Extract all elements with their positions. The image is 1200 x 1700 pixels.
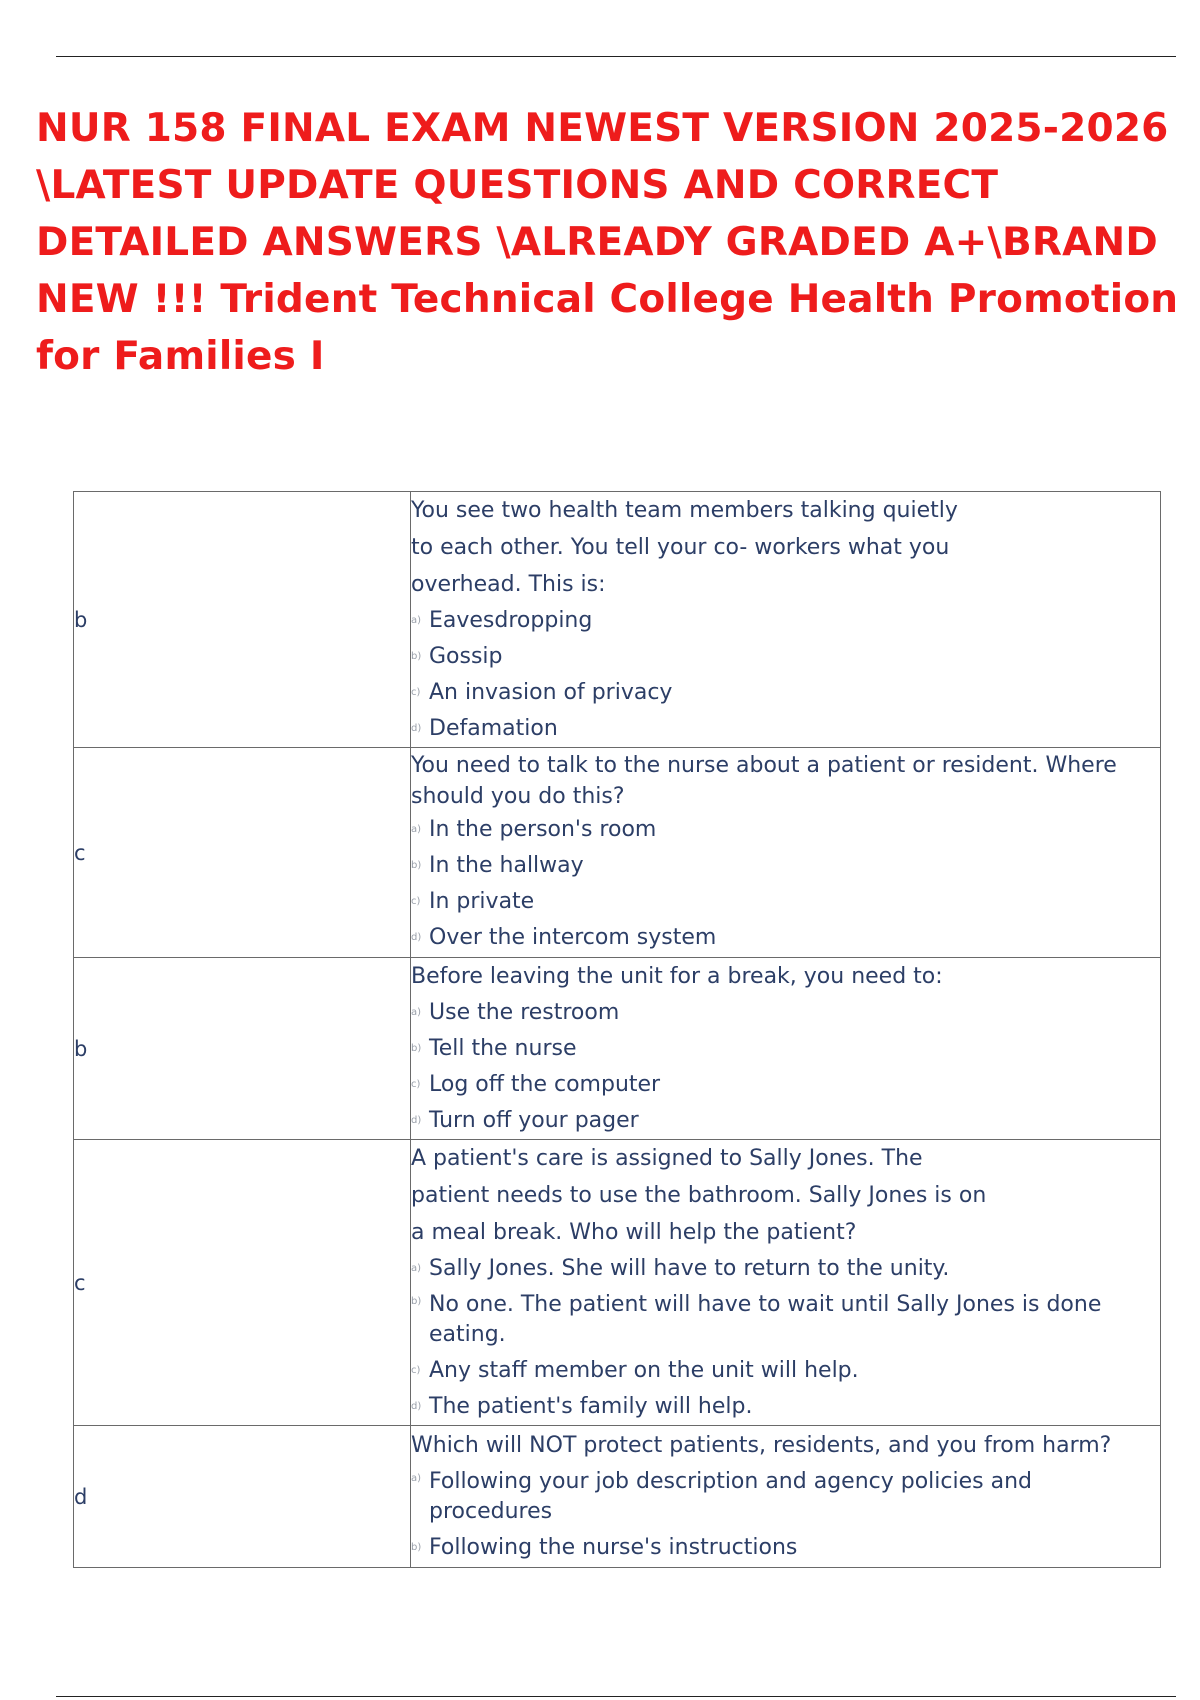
option-marker: c) [411, 687, 421, 698]
question-text: You need to talk to the nurse about a patient or resident. Where should you do this? [411, 752, 1117, 809]
question-cell [411, 1426, 1161, 1568]
option-marker: a) [411, 1263, 422, 1274]
option-text: Sally Jones. She will have to return to the unity. [429, 1256, 950, 1281]
option-text: Log off the computer [429, 1072, 661, 1097]
table-row [74, 1426, 1161, 1568]
option-item [411, 848, 1160, 884]
option-marker: c) [411, 895, 421, 907]
option-list [411, 1464, 1160, 1566]
option-text: Over the intercom system [429, 924, 717, 950]
option-item [411, 1103, 1160, 1139]
option-item [411, 675, 1160, 711]
option-text: Following your job description and agency policies and procedures [429, 1469, 1032, 1524]
option-text: Following the nurse's instructions [429, 1535, 798, 1560]
option-marker: d) [411, 1401, 422, 1412]
question-text: Before leaving the unit for a break, you need to: [411, 964, 943, 989]
option-text: Defamation [429, 716, 558, 741]
option-list [411, 1251, 1160, 1425]
option-marker: d) [411, 931, 422, 943]
option-item [411, 639, 1160, 675]
option-item [411, 1353, 1160, 1389]
option-text: Eavesdropping [429, 608, 593, 633]
option-item [411, 884, 1160, 920]
table-row [74, 958, 1161, 1140]
option-marker: b) [411, 1542, 422, 1553]
option-item [411, 1464, 1160, 1530]
option-marker: a) [411, 615, 422, 626]
option-marker: a) [411, 823, 422, 835]
option-marker: a) [411, 1007, 422, 1018]
option-marker: b) [411, 1296, 422, 1307]
option-item [411, 1389, 1160, 1425]
option-text: Use the restroom [429, 1000, 620, 1025]
qa-table [73, 491, 1161, 1568]
option-marker: b) [411, 1043, 422, 1054]
answer-cell: c [74, 1140, 411, 1426]
answer-cell: b [74, 492, 411, 748]
document-title: NUR 158 FINAL EXAM NEWEST VERSION 2025-2026 \LATEST UPDATE QUESTIONS AND CORRECT DETAILED ANSWERS \ALREADY GRADED A+\BRAND NEW !!! Trident Technical College Health Promotion for Families I [36, 106, 1179, 379]
option-item [411, 995, 1160, 1031]
option-item [411, 1530, 1160, 1566]
answer-cell: d [74, 1426, 411, 1568]
option-item [411, 1251, 1160, 1287]
option-marker: c) [411, 1365, 421, 1376]
option-marker: d) [411, 723, 422, 734]
footer-rule [56, 1696, 1176, 1697]
option-text: Gossip [429, 644, 503, 669]
option-item [411, 1287, 1160, 1353]
option-list [411, 995, 1160, 1139]
option-text: In the person's room [429, 816, 657, 842]
option-text: Turn off your pager [429, 1108, 639, 1133]
option-marker: d) [411, 1115, 422, 1126]
question-cell [411, 958, 1161, 1140]
question-cell [411, 1140, 1161, 1426]
question-text: A patient's care is assigned to Sally Jones. The patient needs to use the bathroom. Sally Jones is on a meal break. Who will help the patient? [411, 1146, 987, 1245]
question-cell [411, 748, 1161, 958]
option-text: In private [429, 888, 535, 914]
option-marker: c) [411, 1079, 421, 1090]
answer-cell: b [74, 958, 411, 1140]
answer-cell: c [74, 748, 411, 958]
header-rule [56, 56, 1176, 57]
option-text: In the hallway [429, 852, 584, 878]
option-item [411, 603, 1160, 639]
option-text: Tell the nurse [429, 1036, 577, 1061]
question-cell [411, 492, 1161, 748]
question-text: You see two health team members talking quietly to each other. You tell your co- workers what you overhead. This is: [411, 498, 958, 597]
option-text: No one. The patient will have to wait until Sally Jones is done eating. [429, 1292, 1102, 1347]
table-row [74, 1140, 1161, 1426]
option-list [411, 812, 1160, 956]
option-marker: a) [411, 1473, 422, 1484]
option-marker: b) [411, 651, 422, 662]
option-marker: b) [411, 859, 422, 871]
option-item [411, 1067, 1160, 1103]
option-list [411, 603, 1160, 747]
option-text: An invasion of privacy [429, 680, 673, 705]
option-item [411, 1031, 1160, 1067]
option-item [411, 812, 1160, 848]
table-row [74, 748, 1161, 958]
table-row [74, 492, 1161, 748]
option-text: The patient's family will help. [429, 1394, 753, 1419]
option-text: Any staff member on the unit will help. [429, 1358, 859, 1383]
option-item [411, 920, 1160, 956]
option-item [411, 711, 1160, 747]
question-text: Which will NOT protect patients, residents, and you from harm? [411, 1433, 1112, 1458]
